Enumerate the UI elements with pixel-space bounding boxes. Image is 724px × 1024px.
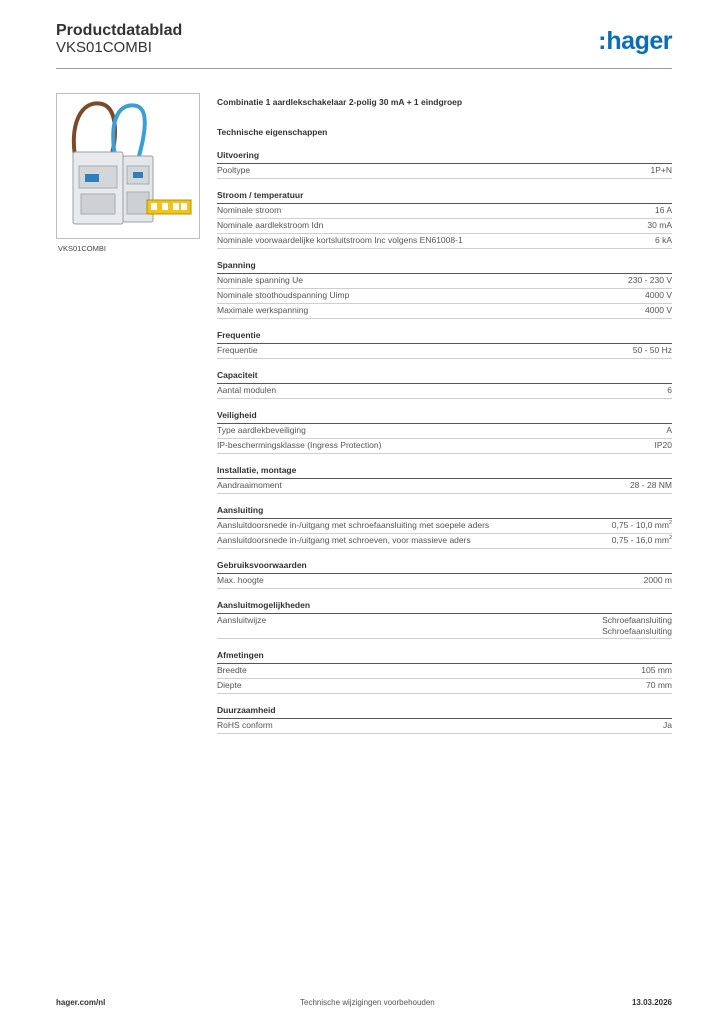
- spec-row: [217, 534, 672, 549]
- spec-section: [217, 559, 672, 589]
- spec-label: Nominale spanning Ue: [217, 275, 303, 285]
- spec-value: [612, 519, 672, 532]
- section-title: Spanning: [217, 259, 672, 274]
- section-title: Uitvoering: [217, 149, 672, 164]
- spec-label: Frequentie: [217, 345, 258, 355]
- spec-label: Aansluitdoorsnede in-/uitgang met schroeven, voor massieve aders: [217, 535, 471, 545]
- section-title: Afmetingen: [217, 649, 672, 664]
- spec-row: [217, 219, 672, 234]
- spec-label: Aansluitdoorsnede in-/uitgang met schroefaansluiting met soepele aders: [217, 520, 490, 530]
- section-title: Aansluiting: [217, 504, 672, 519]
- spec-content: [217, 96, 672, 734]
- spec-value: [602, 615, 672, 637]
- spec-value: [628, 274, 672, 287]
- spec-section: [217, 259, 672, 319]
- spec-value-text: 2000 m: [643, 575, 672, 585]
- spec-label: Max. hoogte: [217, 575, 264, 585]
- image-caption: VKS01COMBI: [58, 244, 106, 253]
- spec-value: [646, 679, 672, 692]
- spec-value: [633, 344, 672, 357]
- spec-value-text: 70 mm: [646, 680, 672, 690]
- spec-label: Nominale stroom: [217, 205, 282, 215]
- spec-value: [667, 384, 672, 397]
- spec-sections: [217, 149, 672, 734]
- spec-label: Nominale stoothoudspanning Uimp: [217, 290, 350, 300]
- spec-section: [217, 599, 672, 639]
- spec-row: [217, 234, 672, 249]
- spec-row: [217, 384, 672, 399]
- header-divider: [56, 68, 672, 69]
- footer-disclaimer: Technische wijzigingen voorbehouden: [300, 998, 435, 1007]
- spec-value: [641, 664, 672, 677]
- product-code: VKS01COMBI: [56, 39, 152, 56]
- spec-row: [217, 679, 672, 694]
- spec-label: Aantal modulen: [217, 385, 277, 395]
- spec-value-text: 105 mm: [641, 665, 672, 675]
- spec-value-text: 30 mA: [647, 220, 672, 230]
- spec-value-text: 0,75 - 10,0 mm: [611, 520, 669, 530]
- spec-value-text: 50 - 50 Hz: [632, 345, 672, 355]
- spec-value-text: 6: [667, 385, 672, 395]
- spec-label: Maximale werkspanning: [217, 305, 309, 315]
- spec-label: Nominale voorwaardelijke kortsluitstroom Inc volgens EN61008-1: [217, 235, 463, 245]
- spec-value-text: IP20: [654, 440, 672, 450]
- spec-value: [645, 304, 672, 317]
- spec-row: [217, 424, 672, 439]
- spec-value: [645, 289, 672, 302]
- spec-section: [217, 369, 672, 399]
- footer-date: 13.03.2026: [631, 998, 672, 1007]
- spec-value-text: Ja: [663, 720, 672, 730]
- product-image: [56, 93, 200, 239]
- spec-label: Nominale aardlekstroom Idn: [217, 220, 324, 230]
- spec-value: [644, 574, 672, 587]
- spec-value-text: 1P+N: [650, 165, 672, 175]
- spec-label: Pooltype: [217, 165, 251, 175]
- spec-label: RoHS conform: [217, 720, 273, 730]
- section-title: Frequentie: [217, 329, 672, 344]
- spec-label: Aandraaimoment: [217, 480, 282, 490]
- spec-value-line: Schroefaansluiting: [602, 615, 672, 625]
- spec-row: [217, 574, 672, 589]
- section-title: Stroom / temperatuur: [217, 189, 672, 204]
- spec-row: [217, 344, 672, 359]
- spec-value-text: 28 - 28 NM: [629, 480, 672, 490]
- section-title: Installatie, montage: [217, 464, 672, 479]
- spec-section: [217, 149, 672, 179]
- spec-section: [217, 464, 672, 494]
- spec-label: Type aardlekbeveiliging: [217, 425, 306, 435]
- spec-value: [612, 534, 672, 547]
- spec-row: [217, 204, 672, 219]
- spec-label: IP-beschermingsklasse (Ingress Protection): [217, 440, 382, 450]
- spec-value: [647, 219, 672, 232]
- spec-section: [217, 504, 672, 549]
- spec-row: [217, 479, 672, 494]
- unit-superscript: 2: [668, 520, 672, 527]
- section-title: Gebruiksvoorwaarden: [217, 559, 672, 574]
- spec-value-text: 0,75 - 16,0 mm: [611, 535, 669, 545]
- spec-row: [217, 439, 672, 454]
- spec-row: [217, 274, 672, 289]
- spec-section: [217, 409, 672, 454]
- spec-row: [217, 164, 672, 179]
- spec-value: [655, 439, 673, 452]
- spec-label: Aansluitwijze: [217, 615, 267, 625]
- spec-section: [217, 649, 672, 694]
- spec-row: [217, 289, 672, 304]
- spec-value-text: 6 kA: [654, 235, 672, 245]
- spec-section: [217, 704, 672, 734]
- spec-row: [217, 304, 672, 319]
- spec-value: [663, 719, 672, 732]
- spec-value-text: 16 A: [654, 205, 672, 215]
- footer-website: hager.com/nl: [56, 998, 106, 1007]
- spec-row: [217, 719, 672, 734]
- spec-value: [651, 164, 673, 177]
- spec-value: [655, 234, 672, 247]
- spec-value: [630, 479, 672, 492]
- spec-row: [217, 664, 672, 679]
- spec-section: [217, 329, 672, 359]
- spec-value-line: Schroefaansluiting: [602, 626, 672, 636]
- spec-row: [217, 614, 672, 639]
- properties-heading: Technische eigenschappen: [217, 127, 328, 137]
- spec-value: [655, 204, 672, 217]
- product-description: Combinatie 1 aardlekschakelaar 2-polig 30 mA + 1 eindgroep: [217, 97, 463, 107]
- spec-section: [217, 189, 672, 249]
- hager-logo: :hager: [598, 27, 672, 55]
- section-title: Capaciteit: [217, 369, 672, 384]
- page-title: Productdatablad: [56, 22, 183, 39]
- section-title: Aansluitmogelijkheden: [217, 599, 672, 614]
- section-title: Duurzaamheid: [217, 704, 672, 719]
- spec-value-text: 4000 V: [645, 290, 672, 300]
- spec-row: [217, 519, 672, 534]
- spec-label: Breedte: [217, 665, 247, 675]
- spec-value-text: 4000 V: [645, 305, 672, 315]
- section-title: Veiligheid: [217, 409, 672, 424]
- spec-value: [666, 424, 672, 437]
- spec-label: Diepte: [217, 680, 242, 690]
- unit-superscript: 2: [668, 535, 672, 542]
- spec-value-text: 230 - 230 V: [628, 275, 672, 285]
- spec-value-text: A: [666, 425, 672, 435]
